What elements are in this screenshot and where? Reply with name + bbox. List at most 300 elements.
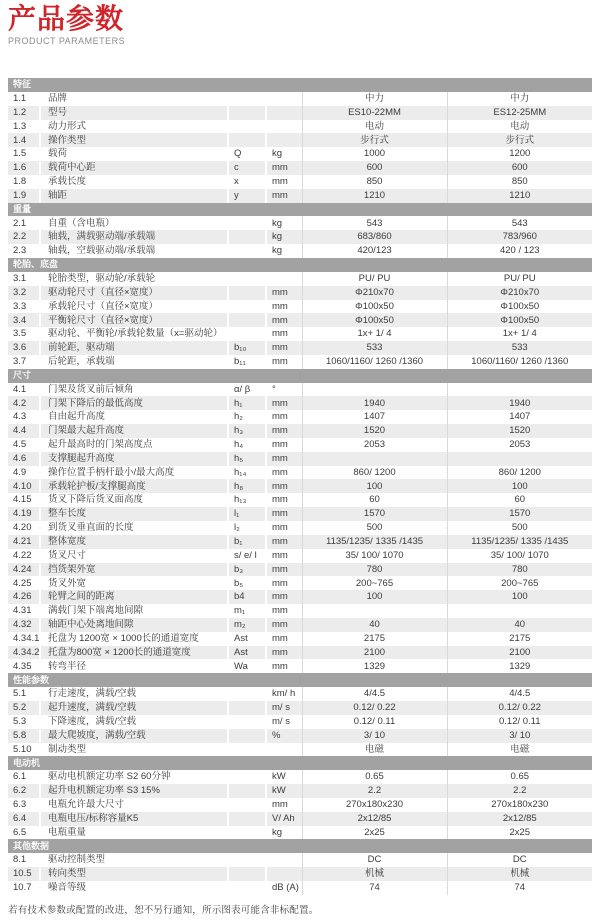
value-model1-cell: 2175: [302, 632, 447, 646]
value-model1-cell: PU/ PU: [302, 272, 447, 286]
section-header-row: [8, 203, 592, 217]
value-model2-cell: 1135/1235/ 1335 /1435: [447, 535, 592, 549]
unit-cell: kg: [266, 230, 302, 244]
value-model1-cell: [302, 383, 447, 397]
symbol-cell: [228, 798, 266, 812]
value-model1-cell: 533: [302, 341, 447, 355]
row-no-cell: 6.3: [8, 798, 40, 812]
row-no-cell: 3.6: [8, 341, 40, 355]
value-model2-cell: 2100: [447, 646, 592, 660]
row-no-cell: 4.2: [8, 396, 40, 410]
row-no-cell: 2.2: [8, 230, 40, 244]
section-title: 轮胎、底盘: [8, 258, 592, 272]
unit-cell: mm: [266, 396, 302, 410]
param-label-cell: 承载轮尺寸（直径×宽度）: [40, 300, 228, 314]
unit-cell: mm: [266, 576, 302, 590]
param-label-cell: 门架最大起升高度: [40, 424, 228, 438]
param-label-cell: 到货叉垂直面的长度: [40, 521, 228, 535]
symbol-cell: h₂: [228, 410, 266, 424]
spec-table-body: [8, 78, 592, 895]
symbol-cell: [228, 826, 266, 840]
param-label-cell: 型号: [40, 106, 228, 120]
value-model1-cell: Φ100x50: [302, 313, 447, 327]
value-model2-cell: [447, 383, 592, 397]
symbol-cell: [228, 230, 266, 244]
spec-row: [8, 701, 592, 715]
value-model2-cell: 2053: [447, 438, 592, 452]
param-label-cell: 轮臂之间的距离: [40, 590, 228, 604]
spec-row: [8, 604, 592, 618]
value-model2-cell: 2175: [447, 632, 592, 646]
value-model2-cell: 543: [447, 216, 592, 230]
unit-cell: [266, 106, 302, 120]
value-model2-cell: 100: [447, 590, 592, 604]
unit-cell: mm: [266, 452, 302, 466]
value-model2-cell: 200~765: [447, 576, 592, 590]
param-label-cell: 行走速度，满载/空载: [40, 687, 228, 701]
unit-cell: mm: [266, 286, 302, 300]
value-model1-cell: [302, 452, 447, 466]
value-model2-cell: 1x+ 1/ 4: [447, 327, 592, 341]
value-model2-cell: 0.65: [447, 770, 592, 784]
param-label-cell: 转向类型: [40, 867, 228, 881]
spec-row: [8, 438, 592, 452]
value-model1-cell: 电磁: [302, 743, 447, 757]
unit-cell: mm: [266, 161, 302, 175]
spec-row: [8, 479, 592, 493]
value-model1-cell: 0.12/ 0.22: [302, 701, 447, 715]
value-model2-cell: 60: [447, 493, 592, 507]
value-model2-cell: 电动: [447, 120, 592, 134]
param-label-cell: 门架下降后的最低高度: [40, 396, 228, 410]
unit-cell: mm: [266, 563, 302, 577]
row-no-cell: 4.9: [8, 466, 40, 480]
value-model2-cell: 1940: [447, 396, 592, 410]
spec-row: [8, 286, 592, 300]
page-title: 产品参数: [8, 3, 125, 34]
value-model1-cell: 1210: [302, 189, 447, 203]
value-model1-cell: 35/ 100/ 1070: [302, 549, 447, 563]
param-label-cell: 制动类型: [40, 743, 228, 757]
param-label-cell: 操作类型: [40, 133, 228, 147]
value-model2-cell: 783/960: [447, 230, 592, 244]
section-title: 尺寸: [8, 369, 592, 383]
spec-row: [8, 466, 592, 480]
param-label-cell: 驱动轮、平衡轮/承载轮数量（x=驱动轮）: [40, 327, 228, 341]
unit-cell: mm: [266, 341, 302, 355]
value-model2-cell: 1210: [447, 189, 592, 203]
value-model1-cell: 500: [302, 521, 447, 535]
symbol-cell: x: [228, 175, 266, 189]
unit-cell: [266, 853, 302, 867]
value-model1-cell: 电动: [302, 120, 447, 134]
symbol-cell: [228, 715, 266, 729]
unit-cell: mm: [266, 798, 302, 812]
unit-cell: kW: [266, 770, 302, 784]
row-no-cell: 4.31: [8, 604, 40, 618]
param-label-cell: 起升最高时的门架高度点: [40, 438, 228, 452]
spec-row: [8, 687, 592, 701]
row-no-cell: 4.1: [8, 383, 40, 397]
row-no-cell: 4.19: [8, 507, 40, 521]
value-model1-cell: Φ210x70: [302, 286, 447, 300]
value-model2-cell: 电磁: [447, 743, 592, 757]
unit-cell: mm: [266, 313, 302, 327]
value-model1-cell: 机械: [302, 867, 447, 881]
spec-row: [8, 826, 592, 840]
value-model2-cell: PU/ PU: [447, 272, 592, 286]
value-model1-cell: 1407: [302, 410, 447, 424]
spec-row: [8, 493, 592, 507]
symbol-cell: [228, 92, 266, 106]
value-model2-cell: 600: [447, 161, 592, 175]
spec-row: [8, 729, 592, 743]
spec-row: [8, 590, 592, 604]
spec-row: [8, 521, 592, 535]
value-model2-cell: 机械: [447, 867, 592, 881]
symbol-cell: h₁₃: [228, 493, 266, 507]
param-label-cell: 整体宽度: [40, 535, 228, 549]
value-model1-cell: 2.2: [302, 784, 447, 798]
row-no-cell: 1.3: [8, 120, 40, 134]
param-label-cell: 载荷: [40, 147, 228, 161]
spec-row: [8, 410, 592, 424]
unit-cell: mm: [266, 410, 302, 424]
row-no-cell: 4.24: [8, 563, 40, 577]
spec-table-container: [8, 78, 592, 895]
section-header-row: [8, 78, 592, 92]
value-model2-cell: 1329: [447, 659, 592, 673]
unit-cell: mm: [266, 535, 302, 549]
symbol-cell: [228, 313, 266, 327]
symbol-cell: h₅: [228, 452, 266, 466]
symbol-cell: [228, 881, 266, 895]
value-model2-cell: 中力: [447, 92, 592, 106]
value-model2-cell: 步行式: [447, 133, 592, 147]
value-model2-cell: 74: [447, 881, 592, 895]
value-model1-cell: 2x12/85: [302, 812, 447, 826]
unit-cell: mm: [266, 438, 302, 452]
value-model1-cell: 1060/1160/ 1260 /1360: [302, 355, 447, 369]
param-label-cell: 货叉尺寸: [40, 549, 228, 563]
value-model1-cell: 270x180x230: [302, 798, 447, 812]
spec-row: [8, 327, 592, 341]
value-model1-cell: 1940: [302, 396, 447, 410]
spec-row: [8, 452, 592, 466]
spec-row: [8, 659, 592, 673]
param-label-cell: 前轮距，驱动端: [40, 341, 228, 355]
spec-row: [8, 853, 592, 867]
param-label-cell: 自由起升高度: [40, 410, 228, 424]
spec-row: [8, 812, 592, 826]
symbol-cell: [228, 687, 266, 701]
spec-row: [8, 396, 592, 410]
unit-cell: mm: [266, 604, 302, 618]
symbol-cell: h₈: [228, 479, 266, 493]
unit-cell: mm: [266, 618, 302, 632]
row-no-cell: 1.1: [8, 92, 40, 106]
section-title: 重量: [8, 203, 592, 217]
value-model1-cell: 1000: [302, 147, 447, 161]
spec-row: [8, 867, 592, 881]
unit-cell: [266, 120, 302, 134]
symbol-cell: [228, 106, 266, 120]
row-no-cell: 4.34.1: [8, 632, 40, 646]
section-header-row: [8, 673, 592, 687]
symbol-cell: b₁₀: [228, 341, 266, 355]
row-no-cell: 3.1: [8, 272, 40, 286]
row-no-cell: 4.35: [8, 659, 40, 673]
spec-row: [8, 646, 592, 660]
value-model1-cell: 780: [302, 563, 447, 577]
param-label-cell: 电瓶允许最大尺寸: [40, 798, 228, 812]
row-no-cell: 10.5: [8, 867, 40, 881]
spec-row: [8, 92, 592, 106]
spec-table: [8, 78, 592, 895]
row-no-cell: 3.4: [8, 313, 40, 327]
value-model1-cell: 1520: [302, 424, 447, 438]
spec-row: [8, 355, 592, 369]
value-model2-cell: 2.2: [447, 784, 592, 798]
spec-row: [8, 549, 592, 563]
value-model1-cell: 40: [302, 618, 447, 632]
value-model1-cell: 3/ 10: [302, 729, 447, 743]
symbol-cell: [228, 770, 266, 784]
symbol-cell: Q: [228, 147, 266, 161]
value-model1-cell: 683/860: [302, 230, 447, 244]
value-model1-cell: 60: [302, 493, 447, 507]
param-label-cell: 货叉下降后货叉面高度: [40, 493, 228, 507]
symbol-cell: l₁: [228, 507, 266, 521]
symbol-cell: [228, 133, 266, 147]
value-model2-cell: 533: [447, 341, 592, 355]
row-no-cell: 4.6: [8, 452, 40, 466]
param-label-cell: 轴距中心处离地间隙: [40, 618, 228, 632]
unit-cell: [266, 92, 302, 106]
row-no-cell: 5.10: [8, 743, 40, 757]
row-no-cell: 4.34.2: [8, 646, 40, 660]
symbol-cell: b₁: [228, 535, 266, 549]
unit-cell: dB (A): [266, 881, 302, 895]
spec-row: [8, 300, 592, 314]
symbol-cell: s/ e/ l: [228, 549, 266, 563]
param-label-cell: 轴载，空载驱动端/承载端: [40, 244, 228, 258]
row-no-cell: 1.4: [8, 133, 40, 147]
unit-cell: km/ h: [266, 687, 302, 701]
unit-cell: m/ s: [266, 715, 302, 729]
param-label-cell: 托盘为800宽 × 1200长的通道宽度: [40, 646, 228, 660]
spec-row: [8, 133, 592, 147]
symbol-cell: l₂: [228, 521, 266, 535]
spec-row: [8, 424, 592, 438]
value-model2-cell: 1200: [447, 147, 592, 161]
row-no-cell: 6.1: [8, 770, 40, 784]
unit-cell: [266, 272, 302, 286]
unit-cell: mm: [266, 355, 302, 369]
row-no-cell: 4.22: [8, 549, 40, 563]
unit-cell: [266, 743, 302, 757]
param-label-cell: 整车长度: [40, 507, 228, 521]
row-no-cell: 4.10: [8, 479, 40, 493]
param-label-cell: 噪音等级: [40, 881, 228, 895]
value-model2-cell: 1520: [447, 424, 592, 438]
value-model1-cell: 860/ 1200: [302, 466, 447, 480]
row-no-cell: 6.5: [8, 826, 40, 840]
spec-row: [8, 244, 592, 258]
param-label-cell: 最大爬坡度，满载/空载: [40, 729, 228, 743]
value-model1-cell: 2053: [302, 438, 447, 452]
value-model2-cell: 3/ 10: [447, 729, 592, 743]
row-no-cell: 3.3: [8, 300, 40, 314]
spec-row: [8, 216, 592, 230]
param-label-cell: 轴载，满载驱动端/承载端: [40, 230, 228, 244]
row-no-cell: 1.6: [8, 161, 40, 175]
param-label-cell: 下降速度，满载/空载: [40, 715, 228, 729]
value-model2-cell: 1570: [447, 507, 592, 521]
value-model2-cell: ES12-25MM: [447, 106, 592, 120]
section-header-row: [8, 839, 592, 853]
row-no-cell: 4.32: [8, 618, 40, 632]
value-model2-cell: Φ210x70: [447, 286, 592, 300]
row-no-cell: 4.25: [8, 576, 40, 590]
symbol-cell: h₄: [228, 438, 266, 452]
symbol-cell: [228, 120, 266, 134]
unit-cell: mm: [266, 521, 302, 535]
value-model1-cell: 2100: [302, 646, 447, 660]
spec-row: [8, 618, 592, 632]
unit-cell: mm: [266, 590, 302, 604]
param-label-cell: 自重（含电瓶）: [40, 216, 228, 230]
unit-cell: °: [266, 383, 302, 397]
symbol-cell: b₁₁: [228, 355, 266, 369]
footer-note: 若有技术参数或配置的改进，恕不另行通知，所示图表可能含非标配置。: [8, 905, 319, 916]
value-model2-cell: 780: [447, 563, 592, 577]
unit-cell: kg: [266, 244, 302, 258]
unit-cell: mm: [266, 646, 302, 660]
value-model1-cell: 100: [302, 479, 447, 493]
row-no-cell: 2.3: [8, 244, 40, 258]
row-no-cell: 3.7: [8, 355, 40, 369]
row-no-cell: 3.2: [8, 286, 40, 300]
value-model2-cell: 500: [447, 521, 592, 535]
value-model1-cell: 中力: [302, 92, 447, 106]
unit-cell: [266, 867, 302, 881]
row-no-cell: 1.2: [8, 106, 40, 120]
unit-cell: mm: [266, 479, 302, 493]
row-no-cell: 4.5: [8, 438, 40, 452]
row-no-cell: 4.4: [8, 424, 40, 438]
spec-row: [8, 535, 592, 549]
unit-cell: m/ s: [266, 701, 302, 715]
value-model1-cell: 2x25: [302, 826, 447, 840]
unit-cell: mm: [266, 424, 302, 438]
value-model1-cell: 850: [302, 175, 447, 189]
spec-row: [8, 784, 592, 798]
spec-row: [8, 341, 592, 355]
spec-row: [8, 313, 592, 327]
param-label-cell: 操作位置手柄杆最小/最大高度: [40, 466, 228, 480]
param-label-cell: 平衡轮尺寸（直径×宽度）: [40, 313, 228, 327]
spec-row: [8, 161, 592, 175]
param-label-cell: 轴距: [40, 189, 228, 203]
row-no-cell: 5.3: [8, 715, 40, 729]
param-label-cell: 电瓶重量: [40, 826, 228, 840]
value-model1-cell: 600: [302, 161, 447, 175]
symbol-cell: [228, 286, 266, 300]
spec-row: [8, 230, 592, 244]
spec-row: [8, 383, 592, 397]
section-title: 其他数据: [8, 839, 592, 853]
spec-row: [8, 798, 592, 812]
unit-cell: mm: [266, 327, 302, 341]
value-model2-cell: 270x180x230: [447, 798, 592, 812]
section-header-row: [8, 756, 592, 770]
param-label-cell: 货叉外宽: [40, 576, 228, 590]
row-no-cell: 8.1: [8, 853, 40, 867]
row-no-cell: 5.2: [8, 701, 40, 715]
symbol-cell: [228, 784, 266, 798]
section-header-row: [8, 258, 592, 272]
spec-row: [8, 120, 592, 134]
symbol-cell: [228, 701, 266, 715]
value-model2-cell: 860/ 1200: [447, 466, 592, 480]
symbol-cell: Ast: [228, 646, 266, 660]
symbol-cell: b₅: [228, 576, 266, 590]
spec-row: [8, 715, 592, 729]
param-label-cell: 满载门架下端离地间隙: [40, 604, 228, 618]
value-model1-cell: [302, 604, 447, 618]
value-model2-cell: 0.12/ 0.22: [447, 701, 592, 715]
unit-cell: mm: [266, 466, 302, 480]
symbol-cell: Ast: [228, 632, 266, 646]
value-model1-cell: 543: [302, 216, 447, 230]
unit-cell: mm: [266, 493, 302, 507]
spec-row: [8, 770, 592, 784]
value-model2-cell: 1060/1160/ 1260 /1360: [447, 355, 592, 369]
unit-cell: kg: [266, 216, 302, 230]
row-no-cell: 2.1: [8, 216, 40, 230]
param-label-cell: 起升速度，满载/空载: [40, 701, 228, 715]
value-model2-cell: 4/4.5: [447, 687, 592, 701]
section-title: 特征: [8, 78, 592, 92]
value-model2-cell: DC: [447, 853, 592, 867]
spec-row: [8, 507, 592, 521]
symbol-cell: b₃: [228, 563, 266, 577]
param-label-cell: 门架及货叉前后倾角: [40, 383, 228, 397]
row-no-cell: 1.8: [8, 175, 40, 189]
unit-cell: kg: [266, 826, 302, 840]
symbol-cell: [228, 216, 266, 230]
value-model2-cell: [447, 604, 592, 618]
row-no-cell: 5.1: [8, 687, 40, 701]
value-model1-cell: 1x+ 1/ 4: [302, 327, 447, 341]
value-model1-cell: ES10-22MM: [302, 106, 447, 120]
row-no-cell: 1.9: [8, 189, 40, 203]
spec-row: [8, 881, 592, 895]
spec-row: [8, 743, 592, 757]
value-model1-cell: Φ100x50: [302, 300, 447, 314]
section-title: 电动机: [8, 756, 592, 770]
param-label-cell: 起升电机额定功率 S3 15%: [40, 784, 228, 798]
value-model2-cell: 420 / 123: [447, 244, 592, 258]
unit-cell: %: [266, 729, 302, 743]
param-label-cell: 挡货架外宽: [40, 563, 228, 577]
value-model1-cell: 4/4.5: [302, 687, 447, 701]
spec-row: [8, 147, 592, 161]
value-model1-cell: 200~765: [302, 576, 447, 590]
symbol-cell: [228, 300, 266, 314]
value-model1-cell: 1135/1235/ 1335 /1435: [302, 535, 447, 549]
